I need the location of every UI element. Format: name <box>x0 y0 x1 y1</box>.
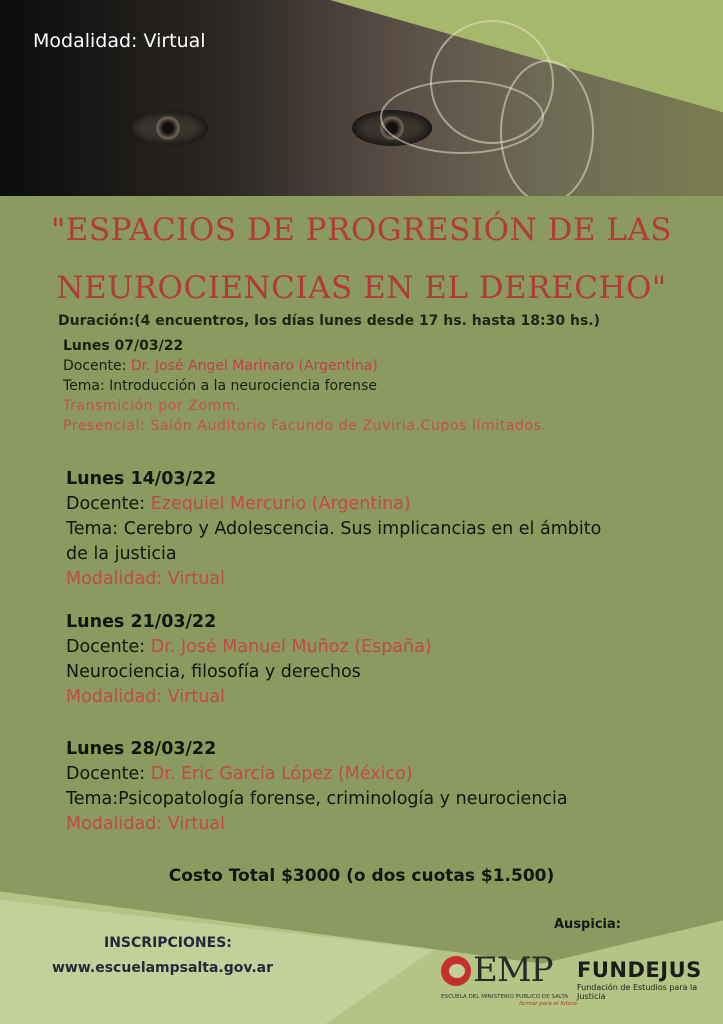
fundejus-name: FUNDEJUS <box>577 958 702 982</box>
session-docente: Docente: Ezequiel Mercurio (Argentina) <box>66 494 411 514</box>
session-modality: Modalidad: Virtual <box>66 814 225 834</box>
session-transmission: Transmición por Zomm. <box>63 398 242 414</box>
session-date: Lunes 28/03/22 <box>66 739 217 759</box>
fundejus-subtitle: Fundación de Estudios para la Justicia <box>577 983 698 1001</box>
session-tema: Tema:Psicopatología forense, criminología y neurociencia <box>66 789 568 809</box>
session-modality: Modalidad: Virtual <box>66 687 225 707</box>
session-2 <box>66 467 601 592</box>
emp-logo-tagline: formar para el futuro <box>519 1001 577 1007</box>
session-tema: Tema: Cerebro y Adolescencia. Sus implicancias en el ámbito <box>66 519 602 539</box>
session-date: Lunes 21/03/22 <box>66 612 217 632</box>
emp-logo-icon <box>441 956 471 986</box>
title-line-2: NEUROCIENCIAS EN EL DERECHO" <box>56 270 667 306</box>
neuron-graphic-3 <box>380 80 544 154</box>
emp-logo <box>441 950 577 1012</box>
auspicia-label: Auspicia: <box>554 917 621 932</box>
session-tema: Tema: Introducción a la neurociencia forense <box>63 378 377 394</box>
session-3 <box>66 610 432 710</box>
session-presencial: Presencial: Salón Auditorio Facundo de Zuviria.Cupos límitados. <box>63 418 547 434</box>
duration-text: Duración:(4 encuentros, los días lunes desde 17 hs. hasta 18:30 hs.) <box>58 313 601 329</box>
website-link[interactable]: www.escuelampsalta.gov.ar <box>52 960 273 976</box>
session-docente: Docente: Dr. José Manuel Muñoz (España) <box>66 637 432 657</box>
inscripciones-label: INSCRIPCIONES: <box>104 935 232 951</box>
fundejus-logo <box>577 958 723 1001</box>
session-modality: Modalidad: Virtual <box>66 569 225 589</box>
session-docente: Docente: Dr. Eric García López (México) <box>66 764 413 784</box>
emp-logo-text: EMP <box>473 950 553 990</box>
session-date: Lunes 07/03/22 <box>63 338 184 354</box>
emp-logo-subtitle: ESCUELA DEL MINISTERIO PUBLICO DE SALTA <box>441 994 569 1000</box>
session-date: Lunes 14/03/22 <box>66 469 217 489</box>
session-docente: Docente: Dr. José Angel Marinaro (Argentina) <box>63 358 378 374</box>
title-line-1: "ESPACIOS DE PROGRESIÓN DE LAS <box>50 212 673 248</box>
session-4 <box>66 737 568 837</box>
session-1 <box>63 336 547 436</box>
header-modality: Modalidad: Virtual <box>33 30 206 52</box>
left-eye-graphic <box>128 110 208 146</box>
session-tema-cont: de la justicia <box>66 544 177 564</box>
total-cost: Costo Total $3000 (o dos cuotas $1.500) <box>168 866 555 886</box>
session-tema: Neurociencia, filosofía y derechos <box>66 662 361 682</box>
page-title <box>0 201 723 317</box>
